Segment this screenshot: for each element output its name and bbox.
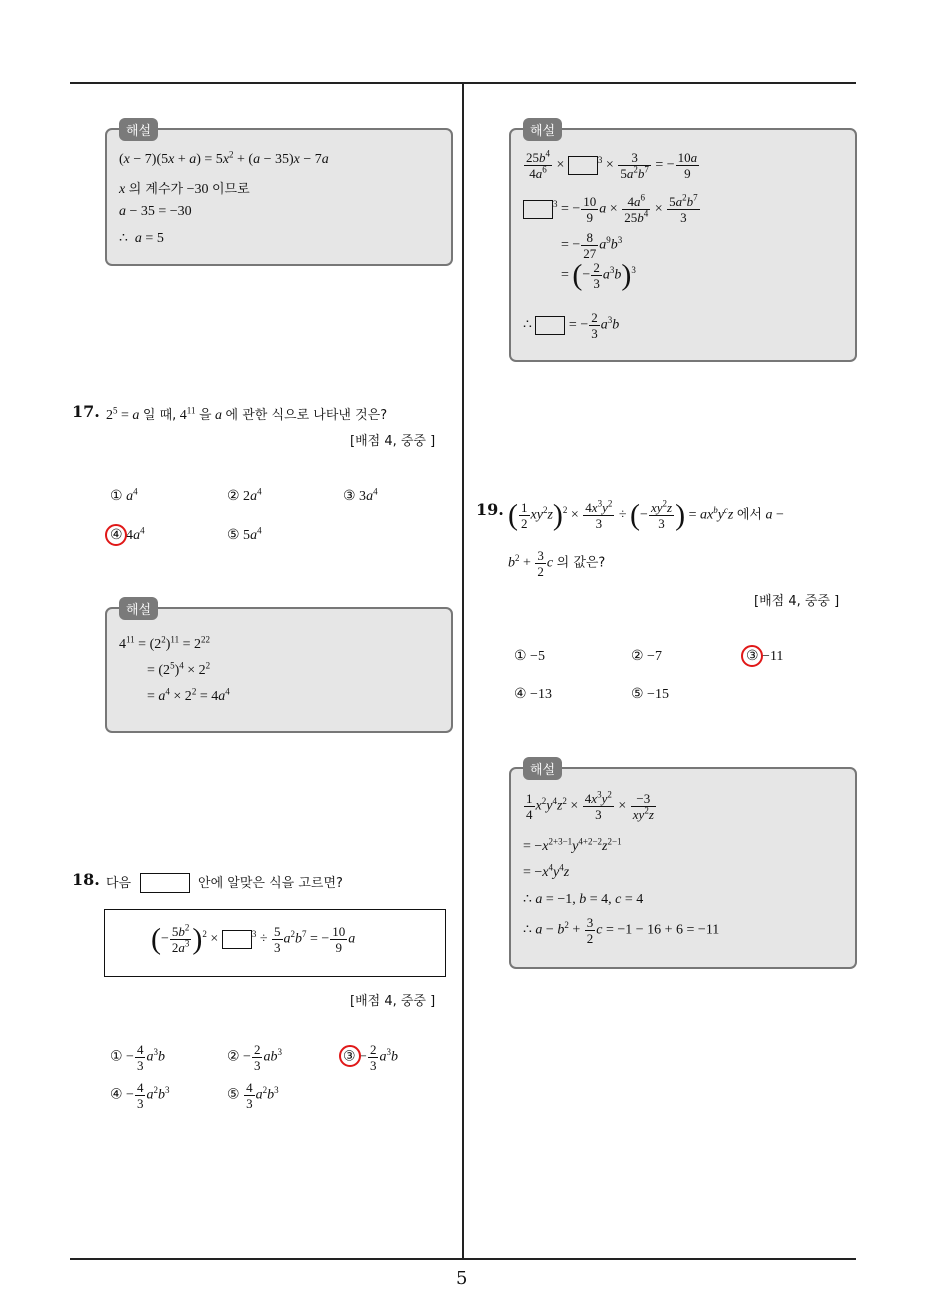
- explanation-line: $^3$ = − $\frac{10}{9}$ a × $\frac{4a^6}{25b^4}$ × $\frac{5a^2b^7}{3}$: [523, 194, 701, 225]
- explanation-tag: 해설: [523, 757, 562, 780]
- expression-18: (− $\frac{5b^2}{2a^3}$ )$^2$ × $^3$ ÷ $\frac{5}{3}$ $a^2b^7$ = − $\frac{10}{9}$ a: [151, 922, 356, 956]
- explanation-line: $\frac{1}{4}$ $x^2y^4z^2$ × $\frac{4x^3y^2}{3}$ × $\frac{-3}{xy^2z}$: [526, 789, 654, 822]
- question-number-19: 19.: [476, 500, 504, 519]
- explanation-line: ∴ = − $\frac{2}{3}$ $a^3b$: [523, 310, 620, 341]
- explanation-line: = $(2^5)^4 \times 2^2$: [147, 660, 211, 678]
- answer-mark-19: [741, 645, 763, 667]
- question-number-18: 18.: [72, 870, 100, 889]
- choice-18-2[interactable]: ② − $\frac{2}{3}$ $ab^3$: [227, 1042, 282, 1073]
- choice-19-2[interactable]: ② −7: [631, 649, 662, 664]
- choice-17-3[interactable]: ③ $3a^4$: [343, 486, 378, 504]
- choice-17-4[interactable]: ④ $4a^4$: [110, 525, 145, 543]
- choice-18-5[interactable]: ⑤ $\frac{4}{3}$ $a^2b^3$: [227, 1080, 279, 1111]
- explanation-tag: 해설: [119, 597, 158, 620]
- explanation-line: = $-x^{2+3-1}y^{4+2-2}z^{2-1}$: [523, 836, 622, 854]
- page-number: 5: [456, 1268, 468, 1289]
- explanation-line: $\frac{25b^4}{4a^6}$ × $^3$ × $\frac{3}{5a^2b^7}$ = − $\frac{10a}{9}$: [526, 148, 698, 181]
- explanation-line: ∴ $a - b^2$ + $\frac{3}{2}$ c = −1 − 16 + 6 = −11: [523, 915, 720, 946]
- blank-box: [140, 873, 190, 893]
- explanation-panel-16: [105, 124, 453, 266]
- explanation-tag: 해설: [523, 118, 562, 141]
- explanation-panel-18: [509, 124, 857, 362]
- choice-19-3[interactable]: ③ −11: [746, 649, 784, 664]
- choice-18-1[interactable]: ① − $\frac{4}{3}$ $a^3b$: [110, 1042, 165, 1073]
- explanation-line: a − 35 = −30: [119, 204, 192, 219]
- question-text-18-post: 안에 알맞은 식을 고르면?: [198, 876, 343, 891]
- choice-19-4[interactable]: ④ −13: [514, 687, 552, 702]
- question-text-19-line1: ( $\frac{1}{2}$ $xy^2z)^2$ × $\frac{4x^3y^2}{3}$ ÷ (− $\frac{xy^2z}{3}$ ) = $ax^by^cz$ 에서 a −: [508, 498, 784, 532]
- explanation-line: = $a^4 \times 2^2 = 4a^4$: [147, 686, 230, 704]
- question-text-17: $2^5 = a$ 일 때, $4^{11}$ 을 a 에 관한 식으로 나타낸 것은?: [106, 405, 388, 423]
- explanation-line: $(x - 7)(5x + a) = 5x^2 + (a - 35)x - 7a$: [119, 149, 329, 167]
- explanation-line: ∴ a = 5: [119, 231, 164, 246]
- expression-box-18: [104, 909, 446, 977]
- explanation-line: = $-x^4y^4z$: [523, 862, 570, 880]
- choice-18-3[interactable]: ③ − $\frac{2}{3}$ $a^3b$: [343, 1042, 398, 1073]
- score-label-19: [배점 4, 중중 ]: [754, 594, 840, 609]
- explanation-line: x 의 계수가 −30 이므로: [119, 182, 250, 197]
- question-text-18-pre: 다음: [106, 876, 132, 891]
- score-label-17: [배점 4, 중중 ]: [350, 434, 436, 449]
- answer-mark-17: [105, 524, 127, 546]
- choice-17-1[interactable]: ① $a^4$: [110, 486, 138, 504]
- explanation-panel-17: [105, 603, 453, 733]
- question-text-18: [106, 872, 343, 893]
- choice-19-1[interactable]: ① −5: [514, 649, 545, 664]
- explanation-tag: 해설: [119, 118, 158, 141]
- explanation-line: = (− $\frac{2}{3}$ $a^3b)^3$: [561, 258, 636, 292]
- bottom-rule: [70, 1258, 856, 1260]
- choice-17-2[interactable]: ② $2a^4$: [227, 486, 262, 504]
- question-number-17: 17.: [72, 402, 100, 421]
- column-divider: [462, 84, 464, 1259]
- explanation-panel-19: [509, 763, 857, 969]
- choice-19-5[interactable]: ⑤ −15: [631, 687, 669, 702]
- explanation-line: = − $\frac{8}{27}$ $a^9b^3$: [561, 230, 623, 261]
- explanation-line: $4^{11} = (2^2)^{11} = 2^{22}$: [119, 634, 210, 652]
- explanation-line: ∴ a = −1, b = 4, c = 4: [523, 892, 644, 907]
- choice-18-4[interactable]: ④ − $\frac{4}{3}$ $a^2b^3$: [110, 1080, 170, 1111]
- choice-17-5[interactable]: ⑤ $5a^4$: [227, 525, 262, 543]
- score-label-18: [배점 4, 중중 ]: [350, 994, 436, 1009]
- question-text-19-line2: $b^2$ + $\frac{3}{2}$ c 의 값은?: [508, 548, 606, 579]
- answer-mark-18: [339, 1045, 361, 1067]
